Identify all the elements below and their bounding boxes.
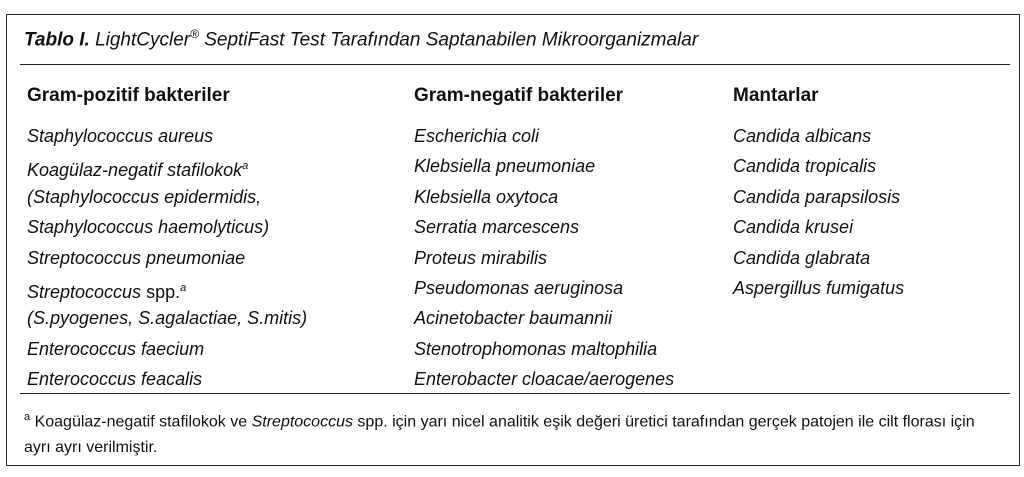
list-item: Acinetobacter baumannii: [414, 308, 613, 329]
gram-negative-list: [414, 125, 674, 399]
caption-text-end: SeptiFast Test Tarafından Saptanabilen Mikroorganizmalar: [198, 29, 699, 51]
list-item: Serratia marcescens: [414, 217, 580, 238]
list-item: Pseudomonas aeruginosa: [414, 277, 624, 298]
list-item: Proteus mirabilis: [414, 247, 548, 268]
footnote-rule: [20, 393, 1010, 394]
list-item: Staphylococcus haemolyticus): [27, 217, 270, 238]
list-item: Staphylococcus aureus: [27, 126, 214, 146]
gram-positive-list: [27, 125, 307, 399]
footnote-marker: a: [24, 411, 31, 423]
list-item: Stenotrophomonas maltophilia: [414, 338, 658, 359]
organism-name: Koagülaz-negatif stafilokok: [27, 160, 243, 181]
list-item: (S.pyogenes, S.agalactiae, S.mitis): [27, 308, 308, 329]
list-item: Candida tropicalis: [733, 156, 877, 177]
header-fungi: Mantarlar: [733, 85, 819, 106]
list-item: Enterococcus faecium: [27, 338, 205, 359]
list-item: [27, 277, 307, 307]
list-item: Candida albicans: [733, 126, 872, 146]
organism-name: Streptococcus: [27, 281, 142, 302]
footnote-text-start: Koagülaz-negatif stafilokok ve: [30, 413, 252, 431]
registered-mark: ®: [190, 27, 199, 41]
list-item: Candida krusei: [733, 217, 854, 238]
list-item: Enterococcus feacalis: [27, 369, 203, 390]
list-item: [27, 155, 307, 185]
fungi-list: [733, 125, 904, 307]
list-item: (Staphylococcus epidermidis,: [27, 186, 262, 207]
footnote-marker: a: [180, 281, 187, 294]
species-abbrev: spp.: [141, 281, 181, 302]
footnote-text-end: spp. için yarı nicel analitik eşik değeri üretici tarafından gerçek patojen ile cilt florası için ayrı ayrı verilmiştir.: [24, 413, 975, 457]
header-gram-negative: Gram-negatif bakteriler: [414, 85, 624, 106]
header-gram-positive: Gram-pozitif bakteriler: [27, 85, 230, 106]
list-item: Escherichia coli: [414, 126, 540, 146]
table-footnote: [24, 404, 1004, 461]
list-item: Enterobacter cloacae/aerogenes: [414, 369, 675, 390]
list-item: Aspergillus fumigatus: [733, 277, 905, 298]
list-item: Streptococcus pneumoniae: [27, 247, 246, 268]
footnote-marker: a: [242, 160, 249, 173]
list-item: Candida parapsilosis: [733, 186, 901, 207]
footnote-genus: Streptococcus: [251, 413, 353, 431]
caption-text-start: LightCycler: [95, 29, 191, 51]
table-label: Tablo I.: [24, 29, 90, 51]
list-item: Klebsiella oxytoca: [414, 186, 559, 207]
table-caption: [24, 27, 698, 51]
header-top-rule: [20, 64, 1010, 65]
list-item: Candida glabrata: [733, 247, 871, 268]
list-item: Klebsiella pneumoniae: [414, 156, 596, 177]
